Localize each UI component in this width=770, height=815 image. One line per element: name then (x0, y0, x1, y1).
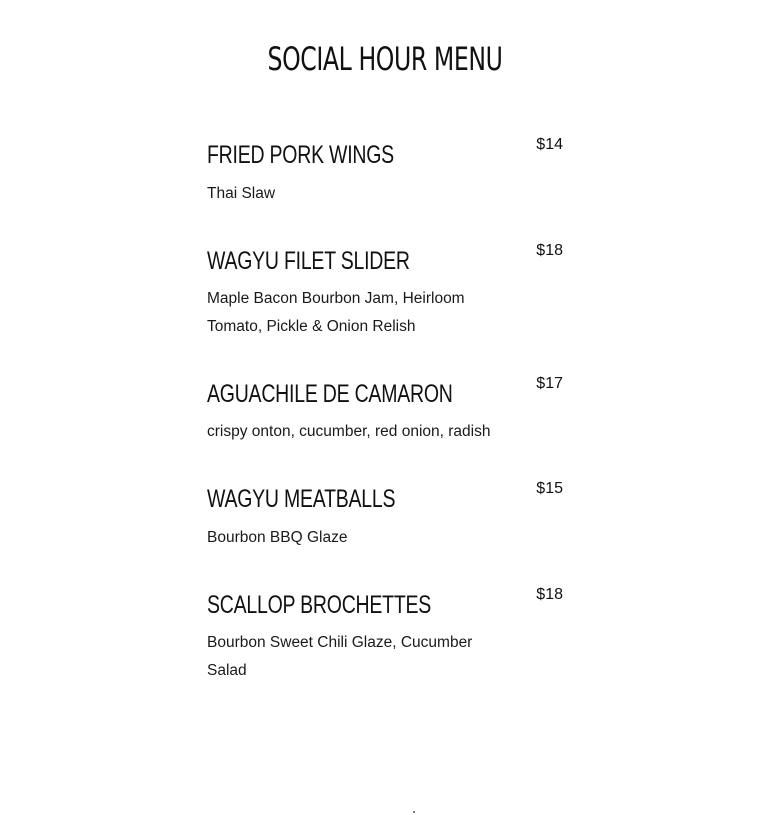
menu-item-description: Bourbon Sweet Chili Glaze, Cucumber Salad (207, 634, 473, 679)
menu-item-name: AGUACHILE DE CAMARON (207, 380, 453, 408)
menu-item-price: $18 (536, 586, 563, 603)
menu-item-description: crispy onton, cucumber, red onion, radish (207, 423, 491, 440)
footer-dot (413, 811, 415, 813)
menu-item-price: $15 (536, 480, 563, 497)
menu-item-description: Thai Slaw (207, 185, 276, 202)
menu-item-name: SCALLOP BROCHETTES (207, 591, 432, 619)
menu-item-name: WAGYU MEATBALLS (207, 485, 396, 513)
menu-item-price: $17 (536, 375, 563, 392)
menu-item-description: Maple Bacon Bourbon Jam, Heirloom Tomato, Pickle & Onion Relish (207, 290, 465, 335)
menu-item-description: Bourbon BBQ Glaze (207, 529, 348, 546)
menu-title: SOCIAL HOUR MENU (267, 40, 503, 78)
menu-item-name: FRIED PORK WINGS (207, 141, 394, 169)
menu-item-name: WAGYU FILET SLIDER (207, 247, 410, 275)
menu-item-price: $14 (536, 136, 563, 153)
menu-item-price: $18 (536, 242, 563, 259)
